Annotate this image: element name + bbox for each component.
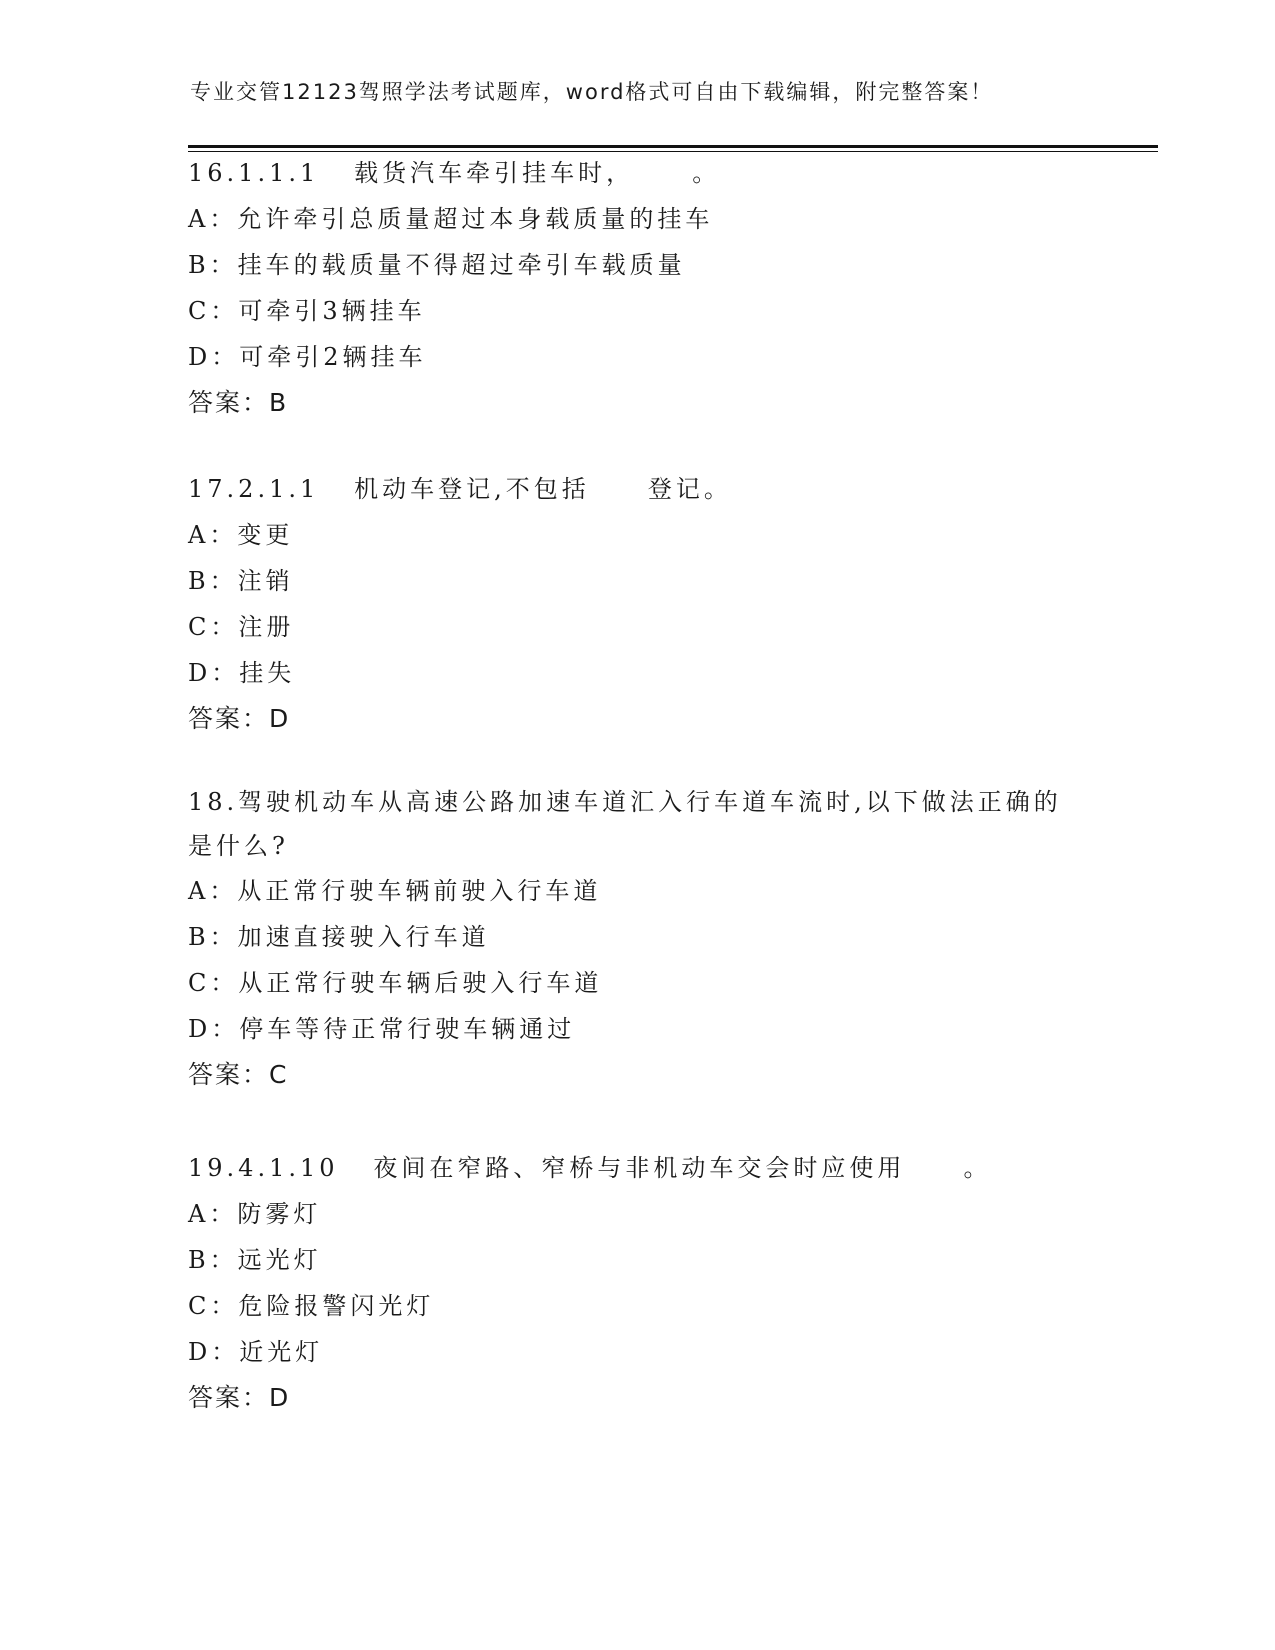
question-17 [188, 466, 1088, 742]
question-stem: 17.2.1.1 机动车登记,不包括 登记。 [188, 475, 732, 503]
question-16 [188, 150, 1088, 426]
option-c: C：注册 [188, 613, 295, 641]
option-b: B：远光灯 [188, 1246, 322, 1274]
option-a: A：防雾灯 [188, 1200, 322, 1228]
option-a: A：允许牵引总质量超过本身载质量的挂车 [188, 205, 714, 233]
question-19 [188, 1145, 1088, 1421]
option-d: D：挂失 [188, 659, 296, 687]
answer-line: 答案：D [188, 1383, 291, 1412]
question-stem: 18.驾驶机动车从高速公路加速车道汇入行车道车流时,以下做法正确的是什么? [188, 788, 1062, 860]
option-d: D：近光灯 [188, 1338, 324, 1366]
option-b: B：加速直接驶入行车道 [188, 923, 490, 951]
answer-line: 答案：C [188, 1060, 289, 1089]
question-stem: 16.1.1.1 载货汽车牵引挂车时， 。 [188, 159, 721, 187]
option-c: C：可牵引3辆挂车 [188, 297, 426, 325]
option-b: B：挂车的载质量不得超过牵引车载质量 [188, 251, 686, 279]
question-stem: 19.4.1.10 夜间在窄路、窄桥与非机动车交会时应使用 。 [188, 1154, 992, 1182]
answer-line: 答案：D [188, 704, 291, 733]
option-b: B：注销 [188, 567, 294, 595]
option-c: C：从正常行驶车辆后驶入行车道 [188, 969, 603, 997]
option-c: C：危险报警闪光灯 [188, 1292, 435, 1320]
option-a: A：变更 [188, 521, 294, 549]
page-header: 专业交管12123驾照学法考试题库，word格式可自由下载编辑，附完整答案！ [190, 80, 994, 104]
answer-line: 答案：B [188, 388, 289, 417]
question-18 [188, 780, 1088, 1098]
option-d: D：可牵引2辆挂车 [188, 343, 427, 371]
header-divider-thick [188, 145, 1158, 148]
option-a: A：从正常行驶车辆前驶入行车道 [188, 877, 602, 905]
option-d: D：停车等待正常行驶车辆通过 [188, 1015, 576, 1043]
